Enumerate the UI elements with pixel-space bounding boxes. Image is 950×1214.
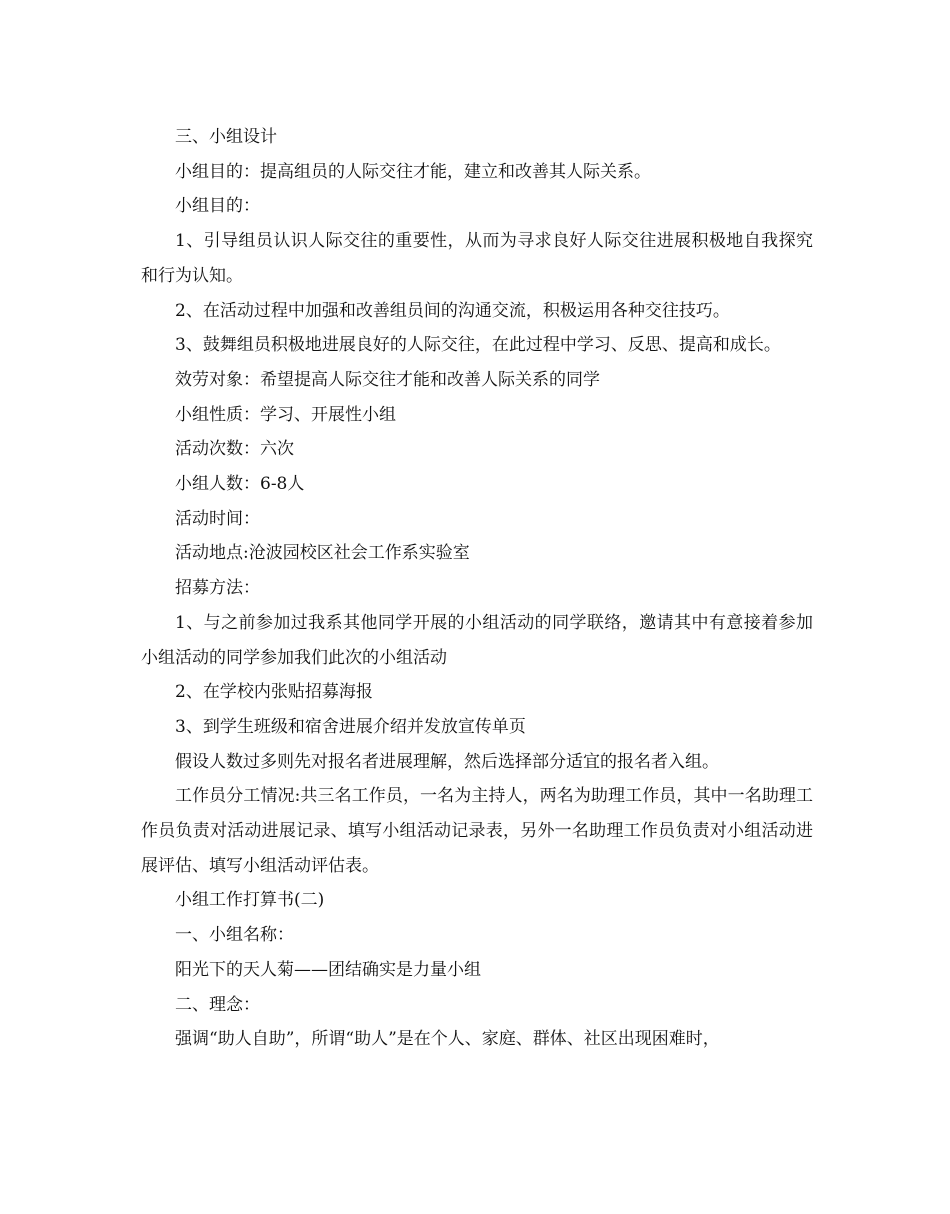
paragraph: 小组人数：6-8人 [175, 474, 305, 495]
paragraph: 小组性质：学习、开展性小组 [175, 404, 396, 425]
list-item: 3、到学生班级和宿舍进展介绍并发放宣传单页 [175, 716, 526, 737]
paragraph: 招募方法： [175, 578, 260, 599]
section-heading: 小组工作打算书(二) [175, 890, 325, 911]
section-heading: 二、理念： [175, 994, 260, 1015]
paragraph: 效劳对象：希望提高人际交往才能和改善人际关系的同学 [175, 369, 600, 390]
paragraph: 阳光下的天人菊——团结确实是力量小组 [175, 959, 481, 980]
paragraph: 假设人数过多则先对报名者进展理解，然后选择部分适宜的报名者入组。 [175, 751, 719, 772]
paragraph: 活动地点:沧波园校区社会工作系实验室 [175, 543, 470, 564]
list-item: 3、鼓舞组员积极地进展良好的人际交往，在此过程中学习、反思、提高和成长。 [175, 335, 781, 356]
paragraph: 活动时间： [175, 508, 260, 529]
list-item: 1、与之前参加过我系其他同学开展的小组活动的同学联络，邀请其中有意接着参加小组活动的同学参加我们此次的小组活动 [141, 612, 813, 668]
document-body [141, 120, 813, 1057]
list-item: 2、在活动过程中加强和改善组员间的沟通交流，积极运用各种交往技巧。 [175, 300, 730, 321]
paragraph: 小组目的：提高组员的人际交往才能，建立和改善其人际关系。 [175, 161, 651, 182]
section-heading: 一、小组名称： [175, 925, 294, 946]
paragraph: 小组目的： [175, 196, 260, 217]
paragraph: 活动次数：六次 [175, 439, 294, 460]
list-item: 1、引导组员认识人际交往的重要性，从而为寻求良好人际交往进展积极地自我探究和行为认知。 [141, 231, 813, 286]
list-item: 2、在学校内张贴招募海报 [175, 682, 373, 703]
section-heading: 三、小组设计 [175, 127, 277, 147]
paragraph: 强调“助人自助”，所谓“助人”是在个人、家庭、群体、社区出现困难时， [175, 1029, 720, 1050]
paragraph: 工作员分工情况:共三名工作员，一名为主持人，两名为助理工作员，其中一名助理工作员负责对活动进展记录、填写小组活动记录表，另外一名助理工作员负责对小组活动进展评估、填写小组活动评估表。 [141, 786, 813, 876]
